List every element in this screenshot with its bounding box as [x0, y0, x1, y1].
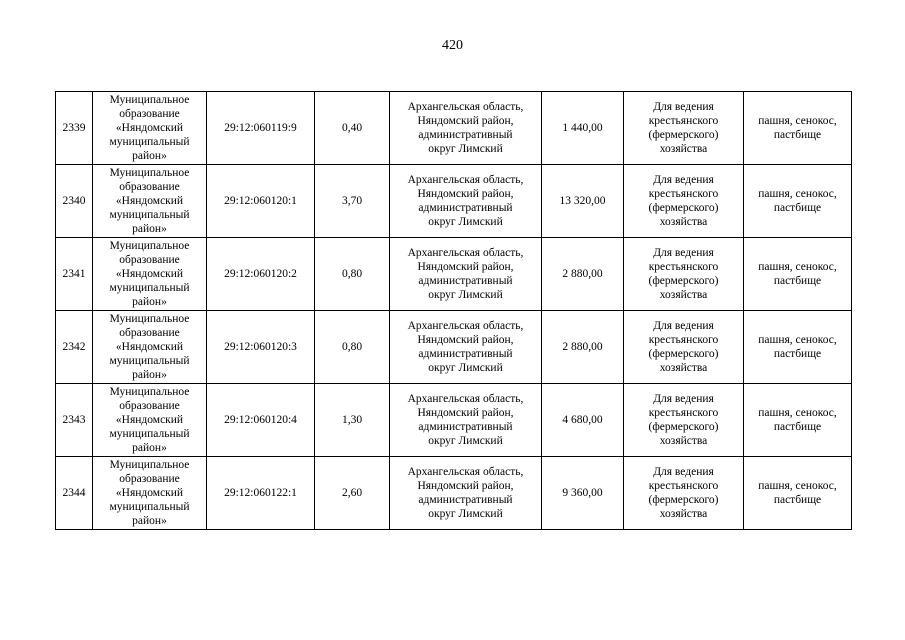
cell-line: пашня, сенокос,: [758, 407, 837, 419]
cell-address: [390, 384, 542, 457]
cell-line: округ Лимский: [428, 435, 503, 447]
cell-line: административный: [418, 494, 513, 506]
table-row: [56, 384, 852, 457]
cell-cadastral-value: 2 880,00: [542, 311, 624, 384]
cell-line: административный: [418, 348, 513, 360]
cell-line: образование: [119, 327, 180, 339]
cell-line: муниципальный: [109, 501, 190, 513]
cell-line: Архангельская область,: [407, 101, 524, 113]
cell-record-number: 2343: [56, 384, 93, 457]
cell-owner: [93, 92, 207, 165]
cell-address: [390, 457, 542, 530]
cell-address: [390, 311, 542, 384]
cell-owner: [93, 384, 207, 457]
table-row: [56, 311, 852, 384]
cell-line: Архангельская область,: [407, 247, 524, 259]
cell-cadastral-value: 4 680,00: [542, 384, 624, 457]
cell-record-number: 2341: [56, 238, 93, 311]
cell-line: Муниципальное: [109, 386, 190, 398]
cell-permitted-use: [624, 311, 744, 384]
cell-line: «Няндомский: [115, 122, 184, 134]
cell-line: (фермерского): [648, 494, 719, 506]
cell-line: хозяйства: [659, 362, 708, 374]
cell-line: пастбище: [773, 348, 822, 360]
cell-permitted-use: [624, 238, 744, 311]
cell-line: округ Лимский: [428, 216, 503, 228]
cell-area: 2,60: [315, 457, 390, 530]
cell-area: 0,40: [315, 92, 390, 165]
cell-cadastral-value: 13 320,00: [542, 165, 624, 238]
cell-line: Для ведения: [653, 101, 714, 113]
table-row: [56, 92, 852, 165]
cell-land-type: [744, 311, 852, 384]
cell-address: [390, 165, 542, 238]
cell-line: административный: [418, 275, 513, 287]
cell-line: район»: [132, 515, 167, 527]
cell-line: Архангельская область,: [407, 393, 524, 405]
cell-line: муниципальный: [109, 428, 190, 440]
cell-line: пашня, сенокос,: [758, 115, 837, 127]
cell-permitted-use: [624, 165, 744, 238]
cell-land-type: [744, 92, 852, 165]
cell-line: район»: [132, 150, 167, 162]
cell-line: округ Лимский: [428, 289, 503, 301]
page-number: 420: [442, 38, 463, 53]
cell-line: округ Лимский: [428, 508, 503, 520]
cell-record-number: 2342: [56, 311, 93, 384]
cell-line: Муниципальное: [109, 94, 190, 106]
cell-address: [390, 92, 542, 165]
cell-line: округ Лимский: [428, 143, 503, 155]
cell-cadastral-value: 2 880,00: [542, 238, 624, 311]
table-row: [56, 457, 852, 530]
cell-line: Для ведения: [653, 393, 714, 405]
cell-line: пашня, сенокос,: [758, 334, 837, 346]
cell-line: пашня, сенокос,: [758, 261, 837, 273]
cell-area: 3,70: [315, 165, 390, 238]
cell-line: (фермерского): [648, 421, 719, 433]
cell-land-type: [744, 457, 852, 530]
cell-area: 0,80: [315, 311, 390, 384]
table-row: [56, 238, 852, 311]
cell-land-type: [744, 384, 852, 457]
cell-line: Архангельская область,: [407, 320, 524, 332]
cell-line: пастбище: [773, 494, 822, 506]
cell-area: 1,30: [315, 384, 390, 457]
cell-permitted-use: [624, 384, 744, 457]
cell-line: крестьянского: [648, 261, 719, 273]
cell-line: «Няндомский: [115, 341, 184, 353]
cell-cadastral-number: 29:12:060120:3: [207, 311, 315, 384]
cell-line: крестьянского: [648, 407, 719, 419]
cell-owner: [93, 457, 207, 530]
cell-permitted-use: [624, 457, 744, 530]
cell-line: Няндомский район,: [417, 261, 514, 273]
cell-line: (фермерского): [648, 202, 719, 214]
table-body: [56, 92, 852, 530]
cell-line: район»: [132, 296, 167, 308]
cell-area: 0,80: [315, 238, 390, 311]
cell-line: пастбище: [773, 421, 822, 433]
cell-line: Муниципальное: [109, 167, 190, 179]
cell-line: пашня, сенокос,: [758, 480, 837, 492]
cell-line: «Няндомский: [115, 414, 184, 426]
cell-line: Муниципальное: [109, 240, 190, 252]
cell-line: Для ведения: [653, 174, 714, 186]
cell-line: Няндомский район,: [417, 334, 514, 346]
cell-line: крестьянского: [648, 480, 719, 492]
cell-cadastral-number: 29:12:060120:2: [207, 238, 315, 311]
cell-line: хозяйства: [659, 435, 708, 447]
cell-line: крестьянского: [648, 115, 719, 127]
cell-record-number: 2344: [56, 457, 93, 530]
cell-line: район»: [132, 369, 167, 381]
cell-line: образование: [119, 473, 180, 485]
cell-line: муниципальный: [109, 136, 190, 148]
cell-cadastral-number: 29:12:060122:1: [207, 457, 315, 530]
cell-line: Муниципальное: [109, 459, 190, 471]
cell-owner: [93, 238, 207, 311]
cell-record-number: 2339: [56, 92, 93, 165]
cell-line: (фермерского): [648, 348, 719, 360]
cell-land-type: [744, 165, 852, 238]
cell-line: «Няндомский: [115, 487, 184, 499]
cell-line: пастбище: [773, 202, 822, 214]
cell-permitted-use: [624, 92, 744, 165]
cell-line: хозяйства: [659, 508, 708, 520]
cell-line: Муниципальное: [109, 313, 190, 325]
cell-cadastral-number: 29:12:060120:4: [207, 384, 315, 457]
cell-line: Няндомский район,: [417, 115, 514, 127]
cell-line: Няндомский район,: [417, 480, 514, 492]
cell-line: административный: [418, 421, 513, 433]
cell-line: муниципальный: [109, 282, 190, 294]
cell-line: хозяйства: [659, 289, 708, 301]
land-registry-table: [55, 91, 852, 530]
cell-address: [390, 238, 542, 311]
cell-line: крестьянского: [648, 188, 719, 200]
cell-line: (фермерского): [648, 129, 719, 141]
cell-line: Для ведения: [653, 466, 714, 478]
cell-line: образование: [119, 181, 180, 193]
cell-cadastral-value: 1 440,00: [542, 92, 624, 165]
cell-line: район»: [132, 442, 167, 454]
cell-line: муниципальный: [109, 209, 190, 221]
cell-line: образование: [119, 400, 180, 412]
cell-line: пастбище: [773, 129, 822, 141]
cell-line: Архангельская область,: [407, 174, 524, 186]
cell-line: (фермерского): [648, 275, 719, 287]
cell-line: пастбище: [773, 275, 822, 287]
cell-line: округ Лимский: [428, 362, 503, 374]
cell-cadastral-number: 29:12:060119:9: [207, 92, 315, 165]
cell-line: «Няндомский: [115, 195, 184, 207]
cell-line: административный: [418, 202, 513, 214]
cell-line: Няндомский район,: [417, 407, 514, 419]
cell-line: административный: [418, 129, 513, 141]
cell-line: образование: [119, 108, 180, 120]
cell-line: Архангельская область,: [407, 466, 524, 478]
cell-line: хозяйства: [659, 143, 708, 155]
cell-record-number: 2340: [56, 165, 93, 238]
cell-line: муниципальный: [109, 355, 190, 367]
cell-line: крестьянского: [648, 334, 719, 346]
table-row: [56, 165, 852, 238]
cell-cadastral-number: 29:12:060120:1: [207, 165, 315, 238]
cell-line: район»: [132, 223, 167, 235]
cell-line: Няндомский район,: [417, 188, 514, 200]
cell-owner: [93, 165, 207, 238]
cell-line: Для ведения: [653, 320, 714, 332]
cell-line: «Няндомский: [115, 268, 184, 280]
cell-line: образование: [119, 254, 180, 266]
cell-line: Для ведения: [653, 247, 714, 259]
cell-cadastral-value: 9 360,00: [542, 457, 624, 530]
cell-owner: [93, 311, 207, 384]
cell-line: хозяйства: [659, 216, 708, 228]
cell-line: пашня, сенокос,: [758, 188, 837, 200]
cell-land-type: [744, 238, 852, 311]
